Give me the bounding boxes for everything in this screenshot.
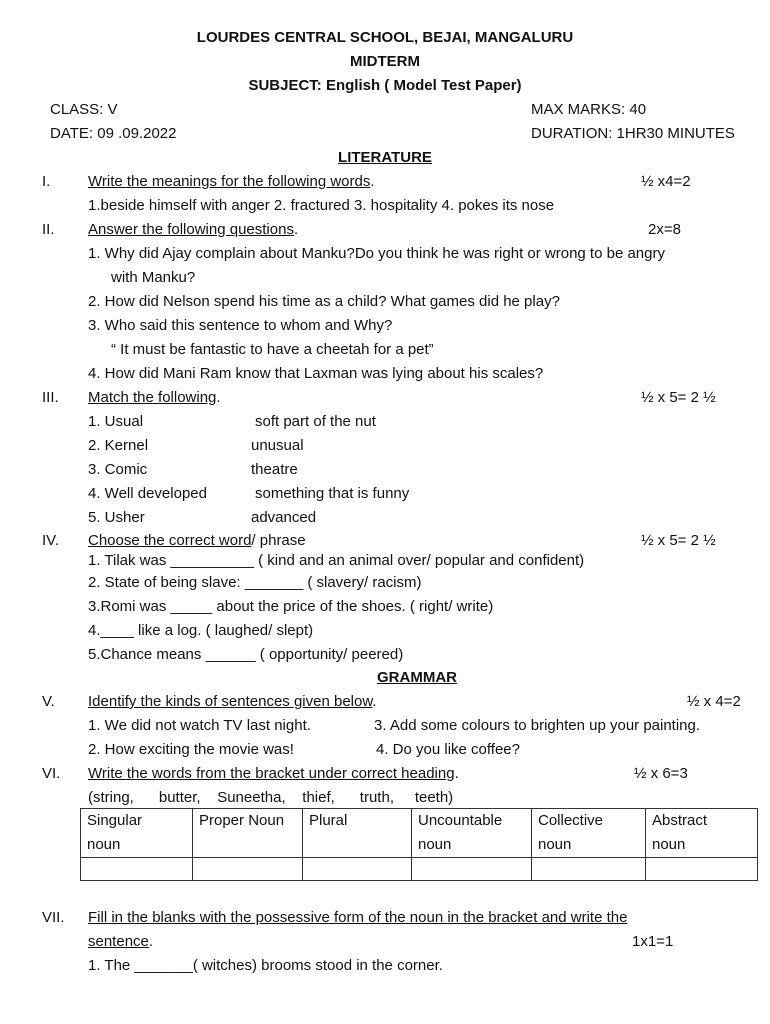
q6-title bbox=[88, 764, 459, 784]
heading-singular-noun bbox=[81, 809, 193, 858]
table-row bbox=[81, 809, 758, 858]
q7-title-dot: . bbox=[148, 933, 154, 950]
answer-cell bbox=[303, 858, 412, 881]
q3-left-item: 1. Usual bbox=[88, 413, 144, 430]
q4-title-text: Choose the correct word bbox=[88, 532, 252, 549]
q4-item: 2. State of being slave: _______ ( slavery/ racism) bbox=[88, 574, 422, 591]
q5-marks: ½ x 4=2 bbox=[687, 693, 741, 710]
answer-cell bbox=[646, 858, 758, 881]
q3-right-item: soft part of the nut bbox=[255, 413, 376, 430]
q2-title-text: Answer the following questions bbox=[88, 221, 294, 238]
q6-words: (string, butter, Suneetha, thief, truth, teeth) bbox=[88, 789, 454, 806]
q4-marks: ½ x 5= 2 ½ bbox=[641, 532, 716, 549]
q3-number: III. bbox=[42, 389, 59, 406]
q2-item: 2. How did Nelson spend his time as a child? What games did he play? bbox=[88, 293, 560, 310]
q4-item: 5.Chance means ______ ( opportunity/ peered) bbox=[88, 646, 404, 663]
heading-abstract-noun bbox=[646, 809, 758, 858]
section-grammar: GRAMMAR bbox=[377, 669, 457, 686]
q1-title bbox=[88, 172, 375, 192]
q4-item: 1. Tilak was __________ ( kind and an animal over/ popular and confident) bbox=[88, 552, 585, 569]
q5-item: 3. Add some colours to brighten up your painting. bbox=[374, 717, 701, 734]
school-name: LOURDES CENTRAL SCHOOL, BEJAI, MANGALURU bbox=[196, 29, 574, 46]
q3-right-item: theatre bbox=[251, 461, 298, 478]
cell-line: Plural bbox=[309, 812, 348, 829]
q2-quote: “ It must be fantastic to have a cheetah for a pet” bbox=[111, 341, 434, 358]
q4-title bbox=[88, 531, 306, 551]
answer-cell bbox=[81, 858, 193, 881]
answer-cell bbox=[193, 858, 303, 881]
q2-title bbox=[88, 220, 298, 240]
cell-line: Abstract bbox=[652, 812, 708, 829]
q3-right-item: something that is funny bbox=[255, 485, 410, 502]
cell-line: Collective bbox=[538, 812, 604, 829]
heading-proper-noun bbox=[193, 809, 303, 858]
q3-left-item: 3. Comic bbox=[88, 461, 148, 478]
q7-item: 1. The _______( witches) brooms stood in the corner. bbox=[88, 957, 443, 974]
exam-date: DATE: 09 .09.2022 bbox=[50, 125, 177, 142]
cell-line: Singular bbox=[87, 812, 143, 829]
q2-item: 1. Why did Ajay complain about Manku?Do you think he was right or wrong to be angry bbox=[88, 245, 665, 262]
q6-marks: ½ x 6=3 bbox=[634, 765, 688, 782]
section-literature: LITERATURE bbox=[338, 149, 432, 166]
table-row bbox=[81, 858, 758, 881]
q3-left-item: 5. Usher bbox=[88, 509, 145, 526]
answer-cell bbox=[412, 858, 532, 881]
q4-title-rest: / phrase bbox=[251, 532, 306, 549]
q3-right-item: unusual bbox=[251, 437, 304, 454]
q2-marks: 2x=8 bbox=[648, 221, 681, 238]
q4-item: 3.Romi was _____ about the price of the shoes. ( right/ write) bbox=[88, 598, 494, 615]
q7-title-line1: Fill in the blanks with the possessive form of the noun in the bracket and write the bbox=[88, 909, 628, 926]
duration: DURATION: 1HR30 MINUTES bbox=[531, 125, 735, 142]
heading-uncountable-noun bbox=[412, 809, 532, 858]
q3-right-item: advanced bbox=[251, 509, 317, 526]
q4-item: 4.____ like a log. ( laughed/ slept) bbox=[88, 622, 314, 639]
max-marks: MAX MARKS: 40 bbox=[531, 101, 647, 118]
heading-collective-noun bbox=[532, 809, 646, 858]
q7-marks: 1x1=1 bbox=[632, 933, 674, 950]
q1-number: I. bbox=[42, 173, 51, 190]
cell-line: noun bbox=[652, 836, 686, 853]
q3-marks: ½ x 5= 2 ½ bbox=[641, 389, 716, 406]
q7-number: VII. bbox=[42, 909, 65, 926]
q1-words: 1.beside himself with anger 2. fractured 3. hospitality 4. pokes its nose bbox=[88, 197, 555, 214]
q3-title-text: Match the following bbox=[88, 389, 217, 406]
q3-left-item: 2. Kernel bbox=[88, 437, 149, 454]
q2-item: 4. How did Mani Ram know that Laxman was lying about his scales? bbox=[88, 365, 544, 382]
cell-line: Uncountable bbox=[418, 812, 503, 829]
subject-line: SUBJECT: English ( Model Test Paper) bbox=[248, 77, 522, 94]
class-label: CLASS: V bbox=[50, 101, 118, 118]
heading-plural bbox=[303, 809, 412, 858]
q6-number: VI. bbox=[42, 765, 61, 782]
q2-item: 3. Who said this sentence to whom and Why? bbox=[88, 317, 393, 334]
q2-item: with Manku? bbox=[111, 269, 196, 286]
q6-title-text: Write the words from the bracket under correct heading bbox=[88, 765, 455, 782]
noun-heading-table bbox=[80, 808, 758, 881]
q3-title bbox=[88, 388, 221, 408]
answer-cell bbox=[532, 858, 646, 881]
q5-title-text: Identify the kinds of sentences given below bbox=[88, 693, 373, 710]
q3-left-item: 4. Well developed bbox=[88, 485, 207, 502]
cell-line: noun bbox=[87, 836, 121, 853]
q5-item: 1. We did not watch TV last night. bbox=[88, 717, 311, 734]
cell-line: noun bbox=[538, 836, 572, 853]
q5-title-dot: . bbox=[372, 693, 377, 710]
q7-title-text: sentence bbox=[88, 933, 149, 950]
q6-title-dot: . bbox=[454, 765, 459, 782]
q3-title-dot: . bbox=[216, 389, 221, 406]
exam-title: MIDTERM bbox=[350, 53, 420, 70]
q1-marks: ½ x4=2 bbox=[641, 173, 691, 190]
q1-title-text: Write the meanings for the following words bbox=[88, 173, 371, 190]
q5-item: 2. How exciting the movie was! bbox=[88, 741, 294, 758]
q7-title-line2 bbox=[88, 932, 153, 952]
q4-number: IV. bbox=[42, 532, 59, 549]
q2-title-dot: . bbox=[293, 221, 299, 238]
q5-number: V. bbox=[42, 693, 55, 710]
q2-number: II. bbox=[42, 221, 55, 238]
q5-item: 4. Do you like coffee? bbox=[376, 741, 520, 758]
q5-title bbox=[88, 692, 377, 712]
q1-title-dot: . bbox=[370, 173, 375, 190]
cell-line: Proper Noun bbox=[199, 812, 285, 829]
cell-line: noun bbox=[418, 836, 452, 853]
